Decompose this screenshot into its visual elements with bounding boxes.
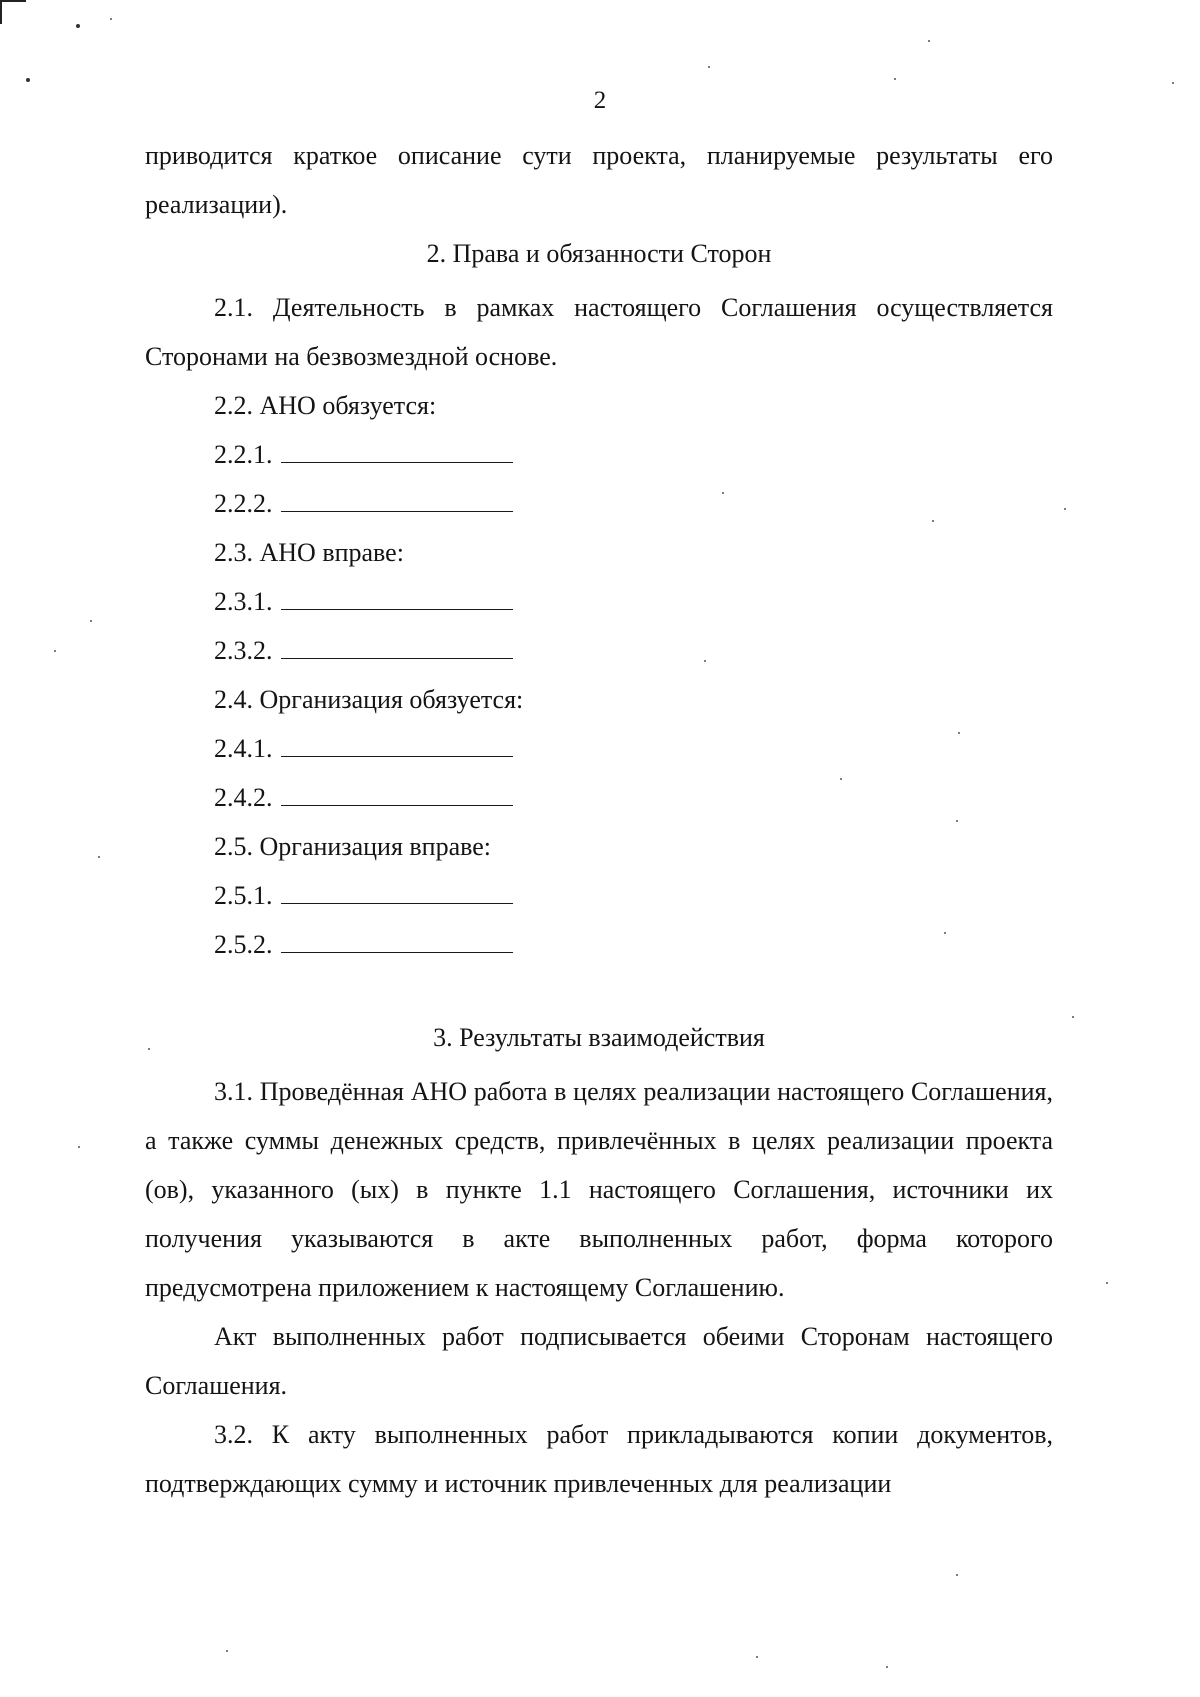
scan-speck: [110, 18, 112, 20]
item-number: 2.5.2.: [214, 930, 273, 959]
scan-speck: [708, 66, 710, 68]
scan-edge-mark: [0, 0, 2, 24]
scan-speck: [1072, 1016, 1074, 1018]
page-number: 2: [593, 87, 607, 114]
item-2-4-1: [145, 724, 1053, 773]
item-number: 2.2.2.: [214, 489, 273, 518]
item-2-4-2: [145, 773, 1053, 822]
scan-speck: [26, 78, 30, 82]
scan-speck: [98, 856, 100, 858]
paragraph-3-1-act: Акт выполненных работ подписывается обеими Сторонам настоящего Соглашения.: [145, 1322, 1053, 1400]
item-number: 2.4.1.: [214, 734, 273, 763]
document-body: [145, 131, 1053, 1508]
scan-speck: [226, 1650, 228, 1652]
paragraph-2-4: 2.4. Организация обязуется:: [214, 685, 524, 714]
paragraph-3-1: 3.1. Проведённая АНО работа в целях реализации настоящего Соглашения, а также суммы денежных средств, привлечённых в целях реализации проекта (ов), указанного (ых) в пункте 1.1 настоящего Соглашения, источники их получения указываются в акте выполненных работ, форма которого предусмотрена приложением к настоящему Соглашению.: [145, 1077, 1053, 1302]
blank-line: [281, 951, 513, 953]
item-number: 2.3.1.: [214, 587, 273, 616]
item-2-5-2: [145, 920, 1053, 969]
scan-speck: [78, 1146, 80, 1148]
paragraph-2-5: 2.5. Организация вправе:: [214, 832, 492, 861]
scan-speck: [956, 1574, 958, 1576]
scan-edge-mark: [0, 0, 26, 2]
blank-line: [281, 902, 513, 904]
section-2-heading: 2. Права и обязанности Сторон: [426, 239, 772, 268]
paragraph-2-1: 2.1. Деятельность в рамках настоящего Соглашения осуществляется Сторонами на безвозмездной основе.: [145, 293, 1053, 371]
section-3-heading: 3. Результаты взаимодействия: [433, 1023, 765, 1052]
paragraph-3-2: 3.2. К акту выполненных работ прикладываются копии документов, подтверждающих сумму и источник привлеченных для реализации: [145, 1420, 1053, 1498]
scan-speck: [90, 620, 92, 622]
scan-speck: [756, 1656, 758, 1658]
item-number: 2.3.2.: [214, 636, 273, 665]
item-2-3-2: [145, 626, 1053, 675]
scan-speck: [894, 78, 896, 80]
item-2-2-1: [145, 430, 1053, 479]
scan-speck: [1106, 1282, 1108, 1284]
scan-speck: [1172, 82, 1174, 84]
blank-line: [281, 657, 513, 659]
scan-speck: [1064, 508, 1066, 510]
item-2-2-2: [145, 479, 1053, 528]
item-number: 2.2.1.: [214, 440, 273, 469]
blank-line: [281, 804, 513, 806]
blank-line: [281, 755, 513, 757]
blank-line: [281, 461, 513, 463]
intro-continuation: приводится краткое описание сути проекта, планируемые результаты его реализации).: [145, 141, 1053, 219]
scan-speck: [886, 1666, 888, 1668]
item-2-3-1: [145, 577, 1053, 626]
blank-line: [281, 608, 513, 610]
item-2-5-1: [145, 871, 1053, 920]
paragraph-2-2: 2.2. АНО обязуется:: [214, 391, 437, 420]
scan-speck: [76, 24, 80, 28]
scan-speck: [54, 650, 56, 652]
scan-speck: [928, 40, 930, 42]
item-number: 2.4.2.: [214, 783, 273, 812]
blank-line: [281, 510, 513, 512]
item-number: 2.5.1.: [214, 881, 273, 910]
paragraph-2-3: 2.3. АНО вправе:: [214, 538, 404, 567]
